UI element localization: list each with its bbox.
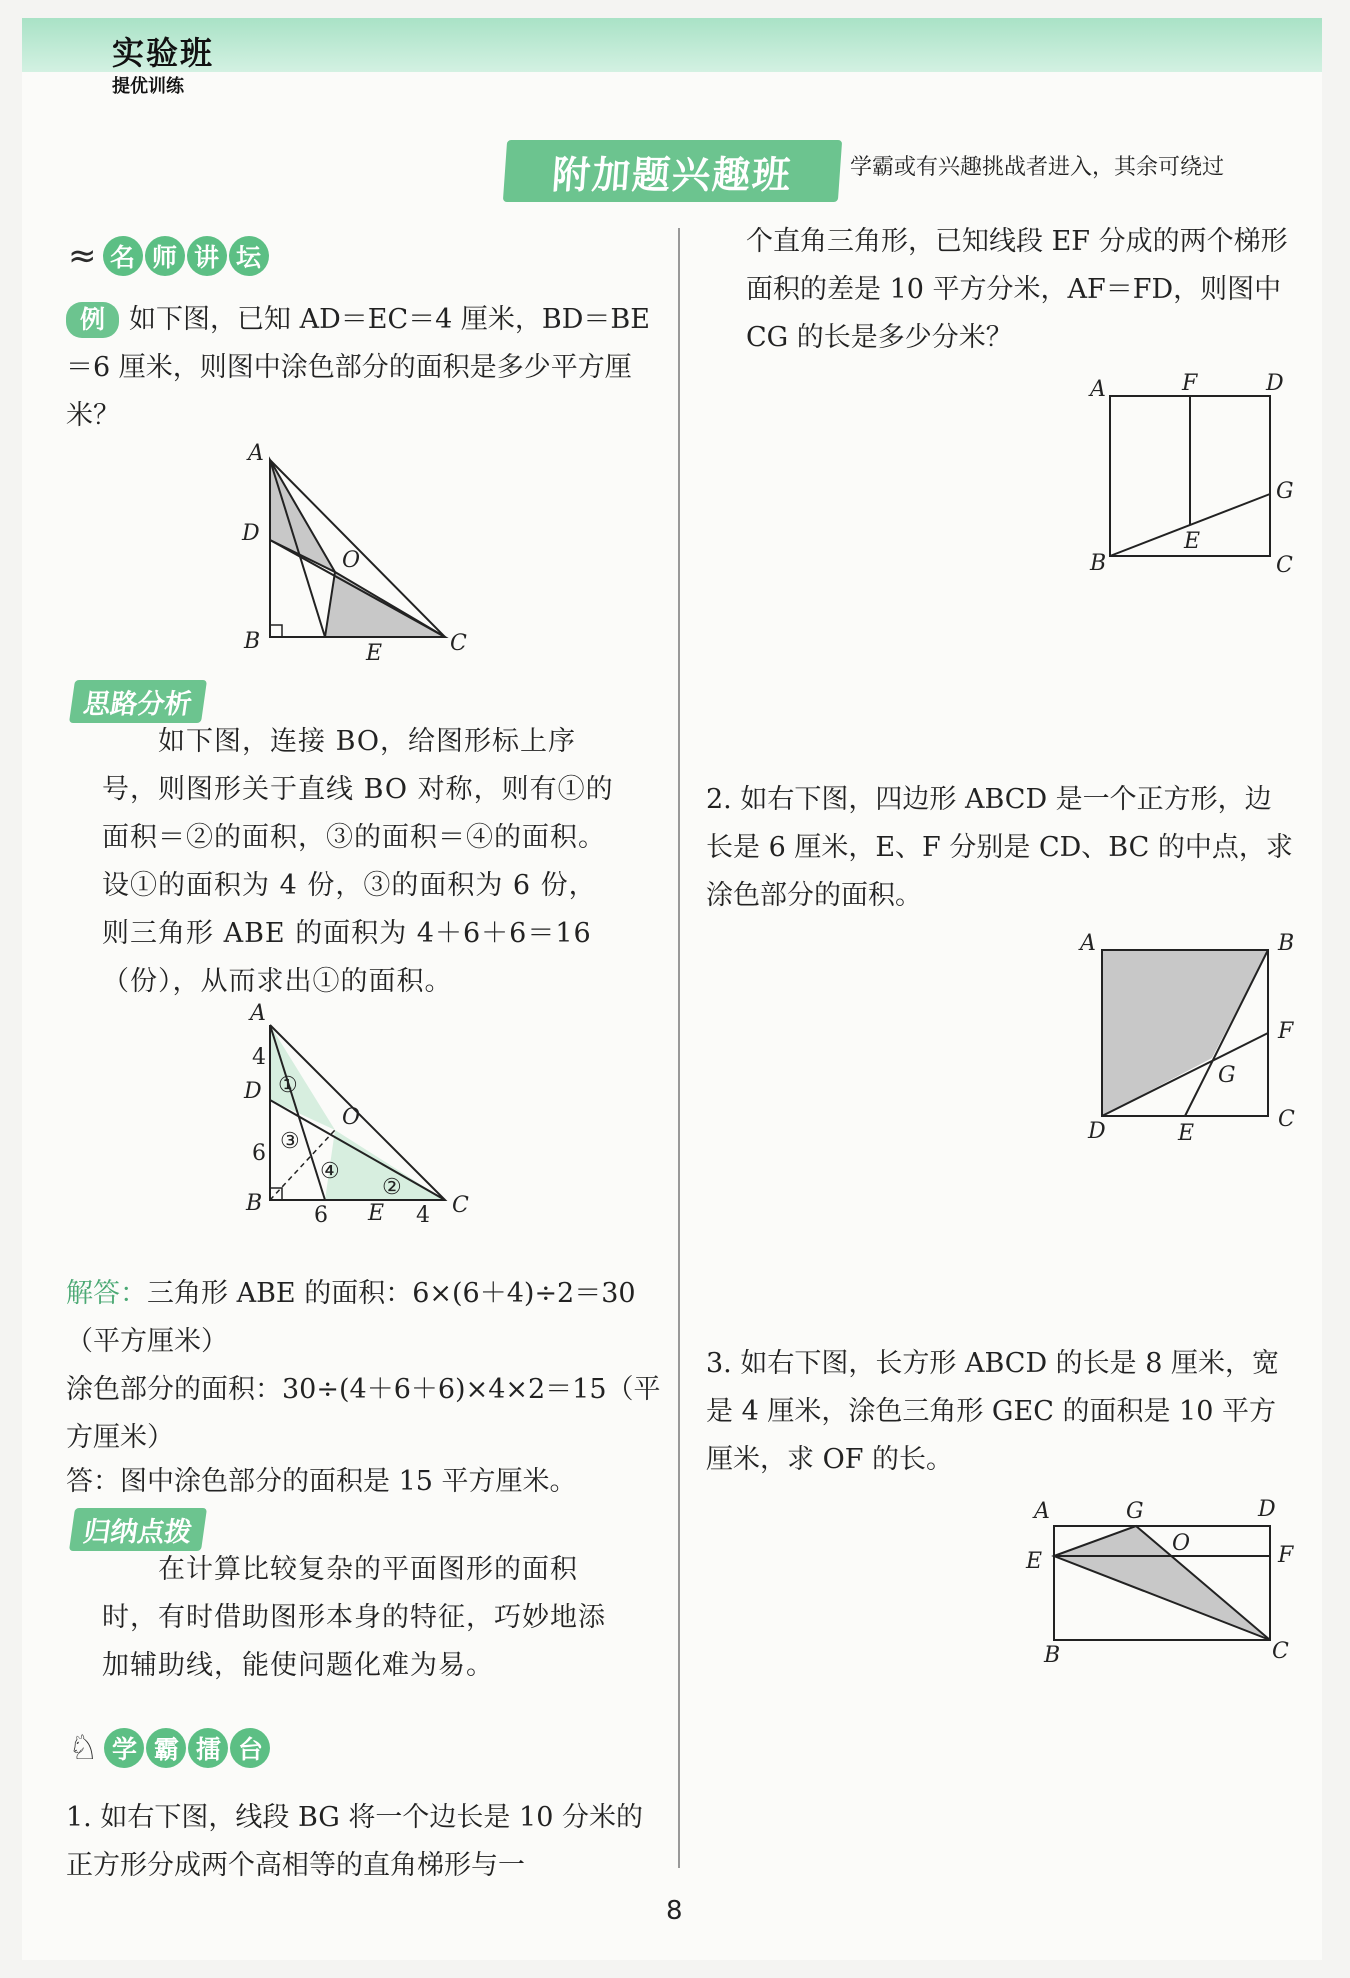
label-c: C: [1272, 1639, 1289, 1664]
arena-char: 学: [104, 1728, 144, 1768]
column-divider: [678, 228, 680, 1868]
problem-2: [706, 776, 1298, 920]
label-e: E: [1178, 1121, 1195, 1146]
length-be: 6: [314, 1203, 328, 1228]
problem-2-number: 2.: [706, 784, 732, 815]
runner-icon: ♘: [68, 1728, 99, 1768]
analysis-tag: 思路分析: [69, 680, 207, 723]
label-c: C: [1276, 553, 1293, 578]
region-4: ④: [320, 1159, 340, 1184]
label-f: F: [1182, 371, 1198, 396]
label-e: E: [1184, 529, 1201, 554]
problem-3-number: 3.: [706, 1348, 732, 1379]
problem-1-number: 1.: [66, 1802, 92, 1833]
label-o: O: [342, 548, 361, 573]
example-problem: [66, 296, 656, 440]
label-c: C: [452, 1193, 469, 1218]
label-b: B: [1090, 551, 1107, 576]
problem-1-text-left: 如右下图，线段 BG 将一个边长是 10 分米的正方形分成两个高相等的直角梯形与一: [66, 1802, 643, 1881]
shaded-region: [1102, 950, 1268, 1116]
shaded-triangle-gec: [1054, 1526, 1270, 1640]
label-f: F: [1278, 1019, 1294, 1044]
problem-2-text: 如右下图，四边形 ABCD 是一个正方形，边长是 6 厘米，E、F 分别是 CD、BC 的中点，求涂色部分的面积。: [706, 784, 1293, 911]
figure-problem-3: [1020, 1490, 1320, 1670]
teacher-char: 坛: [229, 236, 269, 276]
problem-3: [706, 1340, 1298, 1484]
example-text: 如下图，已知 AD＝EC＝4 厘米，BD＝BE＝6 厘米，则图中涂色部分的面积是多少平方厘米？: [66, 304, 650, 431]
label-d: D: [242, 521, 260, 546]
label-d: D: [1088, 1119, 1106, 1144]
label-a: A: [250, 1001, 266, 1026]
label-e: E: [366, 641, 383, 666]
label-a: A: [248, 441, 264, 466]
figure-problem-1: [1080, 360, 1320, 580]
label-c: C: [1278, 1107, 1295, 1132]
label-a: A: [1090, 377, 1106, 402]
problem-1-right: 个直角三角形，已知线段 EF 分成的两个梯形面积的差是 10 平方分米，AF＝FD，则图中 CG 的长是多少分米？: [746, 226, 1288, 353]
teacher-char: 名: [103, 236, 143, 276]
summary-text: 在计算比较复杂的平面图形的面积时，有时借助图形本身的特征，巧妙地添加辅助线，能使问题化难为易。: [102, 1554, 606, 1681]
right-angle-mark: [270, 625, 282, 637]
label-b: B: [246, 1191, 263, 1216]
length-ec: 4: [416, 1203, 430, 1228]
teacher-char: 师: [145, 236, 185, 276]
summary-tag: 归纳点拨: [69, 1508, 207, 1551]
figure-problem-2: [1066, 920, 1326, 1150]
label-o: O: [342, 1105, 361, 1130]
label-d: D: [1258, 1497, 1276, 1522]
label-e: E: [368, 1201, 385, 1226]
solution-line-2: 涂色部分的面积：30÷(4＋6＋6)×4×2＝15（平方厘米）: [66, 1374, 661, 1453]
label-d: D: [244, 1079, 262, 1104]
label-b: B: [1278, 931, 1295, 956]
brand-subtitle: 提优训练: [112, 76, 184, 97]
arena-section-header: [68, 1728, 266, 1768]
label-g: G: [1276, 479, 1294, 504]
arena-char: 霸: [146, 1728, 186, 1768]
length-ad: 4: [252, 1045, 266, 1070]
label-o: O: [1172, 1531, 1191, 1556]
length-db: 6: [252, 1141, 266, 1166]
label-a: A: [1034, 1499, 1050, 1524]
example-tag: 例: [66, 302, 119, 338]
label-g: G: [1126, 1499, 1144, 1524]
label-b: B: [244, 629, 261, 654]
label-e: E: [1026, 1549, 1043, 1574]
brand-title: 实验班: [112, 34, 215, 72]
brand: [112, 28, 214, 98]
solution-line-1: 三角形 ABE 的面积：6×(6＋4)÷2＝30（平方厘米）: [66, 1278, 636, 1357]
figure-analysis: [230, 1000, 490, 1240]
arena-char: 擂: [188, 1728, 228, 1768]
banner-title: 附加题兴趣班: [503, 140, 842, 202]
problem-3-text: 如右下图，长方形 ABCD 的长是 8 厘米，宽是 4 厘米，涂色三角形 GEC 的面积是 10 平方厘米，求 OF 的长。: [706, 1348, 1280, 1475]
solution-block: [66, 1270, 662, 1502]
label-b: B: [1044, 1643, 1061, 1668]
figure-example: [230, 440, 490, 670]
region-3: ③: [280, 1129, 300, 1154]
page-number: 8: [666, 1896, 683, 1926]
banner-note: 学霸或有兴趣挑战者进入，其余可绕过: [850, 155, 1225, 180]
arena-char: 台: [230, 1728, 270, 1768]
swoosh-icon: ≈: [68, 236, 97, 276]
analysis-text: 如下图，连接 BO，给图形标上序号，则图形关于直线 BO 对称，则有①的面积＝②的面积，③的面积＝④的面积。设①的面积为 4 份，③的面积为 6 份，则三角形 ABE 的面积为 4＋6＋6＝16（份），从而求出①的面积。: [102, 726, 614, 997]
label-a: A: [1080, 931, 1096, 956]
top-band: [22, 18, 1322, 72]
region-2: ②: [382, 1175, 402, 1200]
label-g: G: [1218, 1063, 1236, 1088]
problem-1-left: [66, 1794, 656, 1890]
teacher-section-header: [68, 236, 265, 276]
label-f: F: [1278, 1543, 1294, 1568]
label-c: C: [450, 631, 467, 656]
region-1: ①: [278, 1073, 298, 1098]
label-d: D: [1266, 371, 1284, 396]
solution-label: 解答：: [66, 1278, 147, 1309]
solution-line-3: 答：图中涂色部分的面积是 15 平方厘米。: [66, 1466, 577, 1497]
teacher-char: 讲: [187, 236, 227, 276]
